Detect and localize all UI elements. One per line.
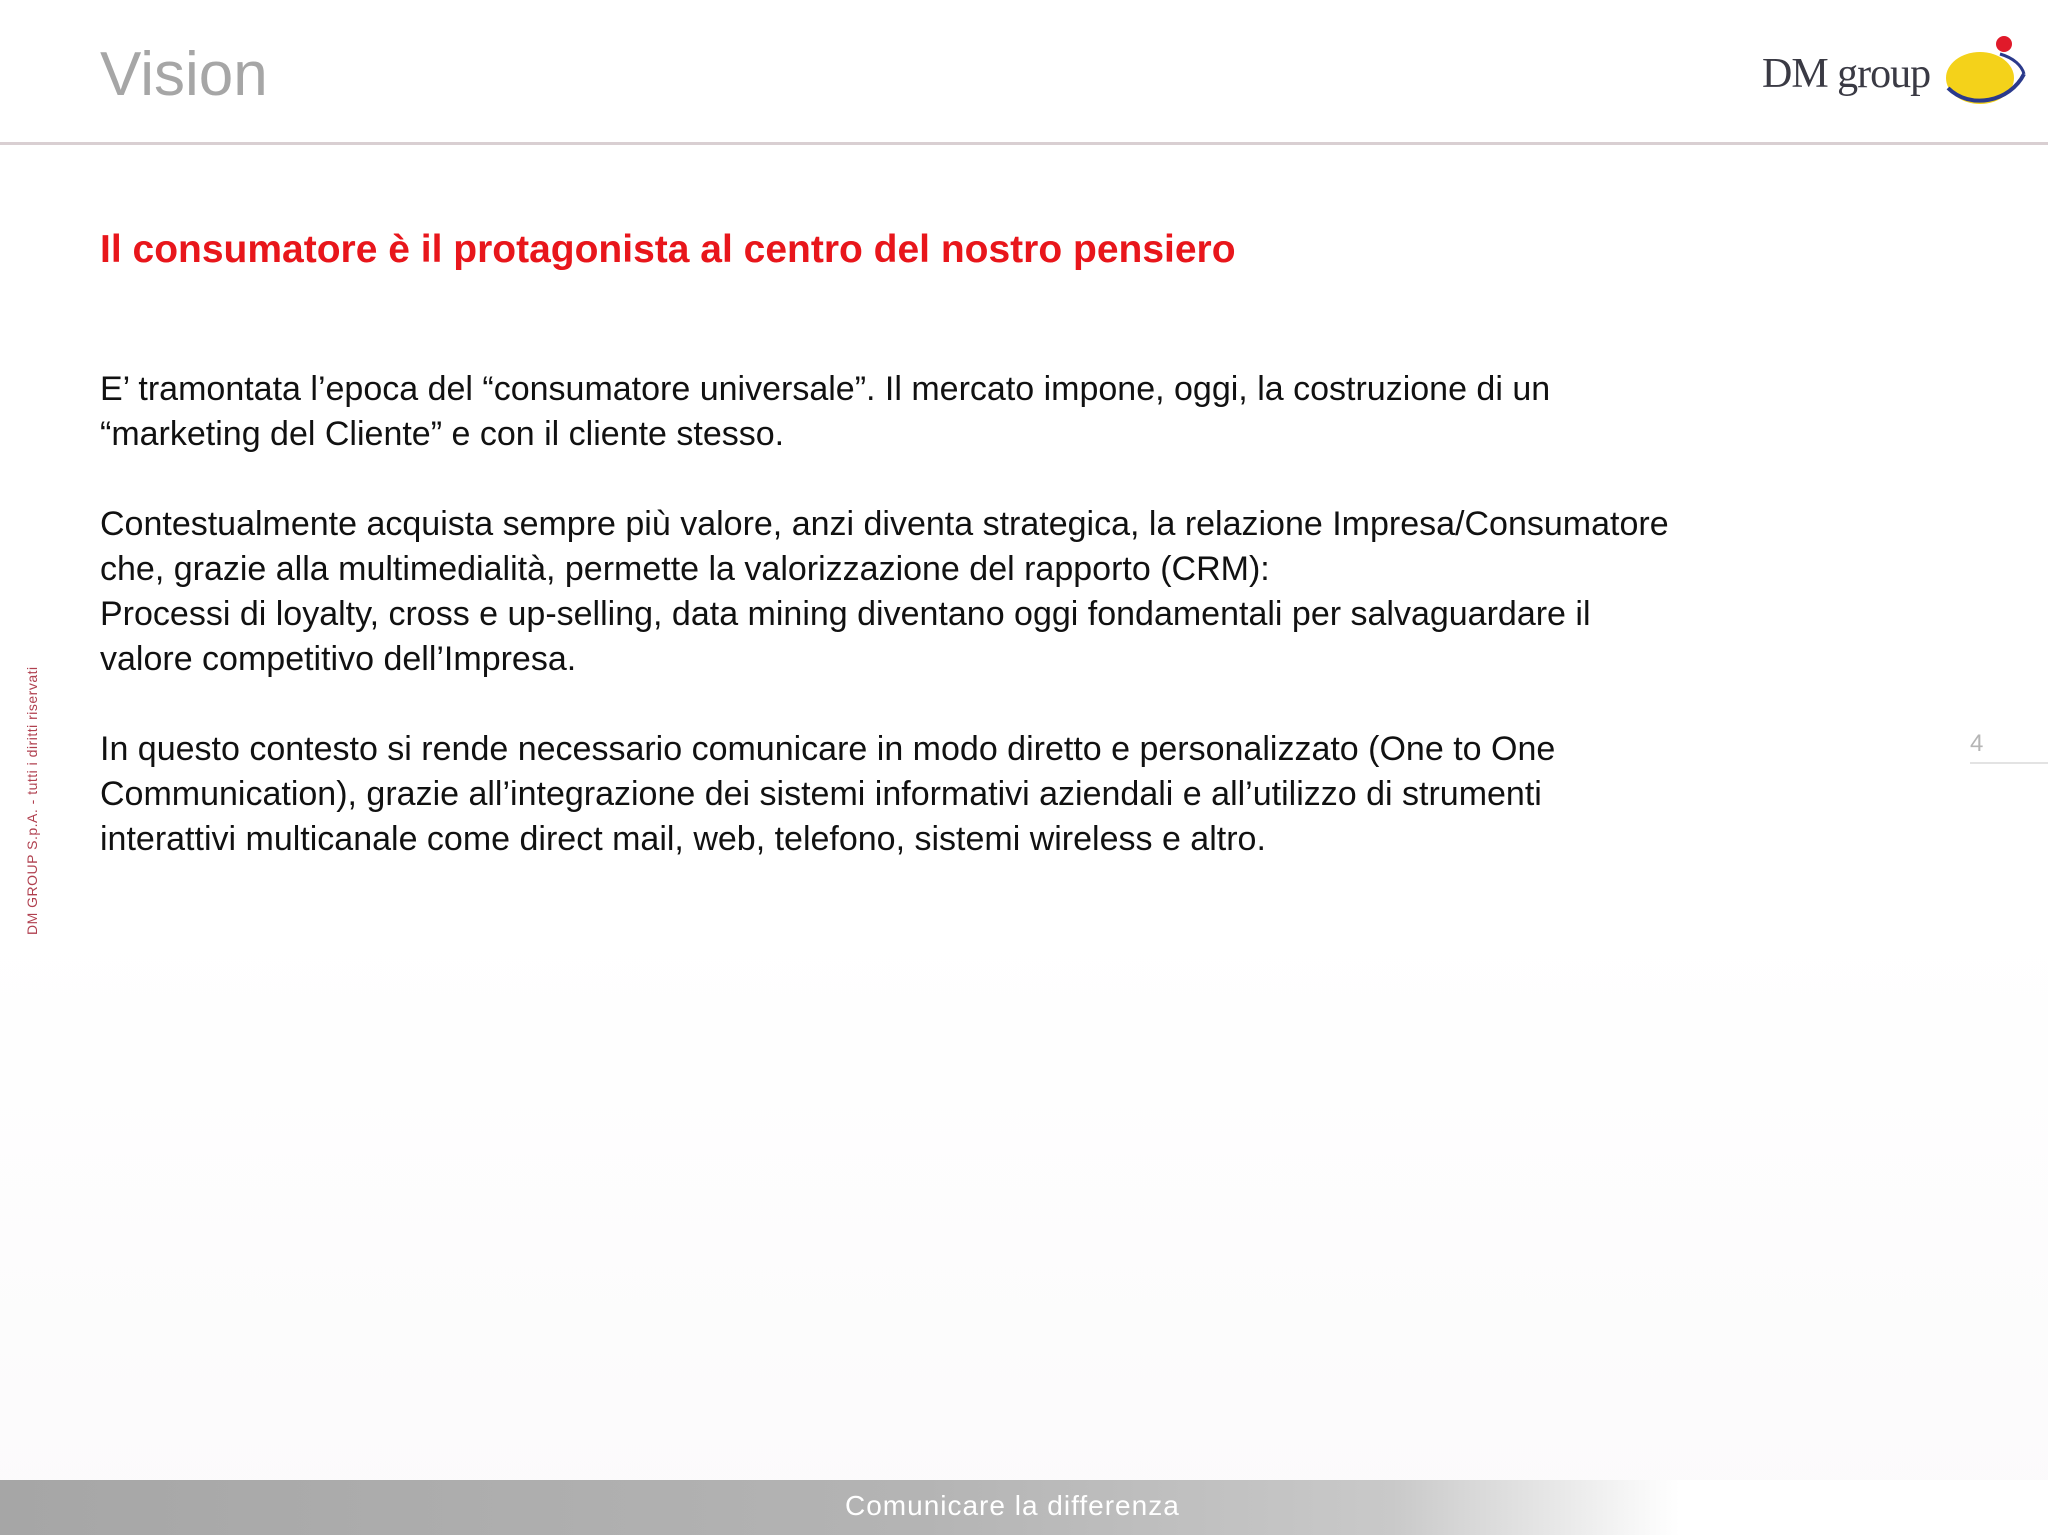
page-number: 4 [1970, 730, 1984, 757]
footer-bar [0, 1480, 2048, 1535]
paragraph-line: E’ tramontata l’epoca del “consumatore universale”. Il mercato impone, oggi, la costruzione di un [100, 370, 1551, 408]
logo-text: DM group [1762, 51, 1931, 97]
paragraph-line: che, grazie alla multimedialità, permette la valorizzazione del rapporto (CRM): [100, 550, 1270, 588]
slide-title: Vision [100, 40, 268, 109]
paragraph-line: “marketing del Cliente” e con il cliente stesso. [100, 415, 785, 453]
logo-red-dot [1996, 36, 2012, 52]
copyright-side-text: DM GROUP S.p.A. - tutti i diritti riservati [24, 666, 40, 935]
paragraph-line: In questo contesto si rende necessario comunicare in modo diretto e personalizzato (One to One [100, 730, 1556, 768]
header-divider [0, 142, 2048, 145]
body-text [100, 367, 1900, 907]
paragraph-3 [100, 727, 1900, 862]
slide-subtitle: Il consumatore è il protagonista al centro del nostro pensiero [100, 228, 1236, 271]
logo-sphere-icon [1940, 30, 2030, 110]
paragraph-line: interattivi multicanale come direct mail, web, telefono, sistemi wireless e altro. [100, 820, 1266, 858]
paragraph-1 [100, 367, 1900, 457]
footer-tagline: Comunicare la differenza [845, 1490, 1180, 1521]
dm-group-logo [1760, 30, 2030, 110]
paragraph-line: valore competitivo dell’Impresa. [100, 640, 577, 678]
paragraph-line: Communication), grazie all’integrazione dei sistemi informativi aziendali e all’utilizzo di strumenti [100, 775, 1542, 813]
page-number-rule [1970, 762, 2048, 764]
paragraph-2 [100, 502, 1900, 682]
paragraph-line: Processi di loyalty, cross e up-selling, data mining diventano oggi fondamentali per salvaguardare il [100, 595, 1591, 633]
paragraph-line: Contestualmente acquista sempre più valore, anzi diventa strategica, la relazione Impresa/Consumatore [100, 505, 1669, 543]
